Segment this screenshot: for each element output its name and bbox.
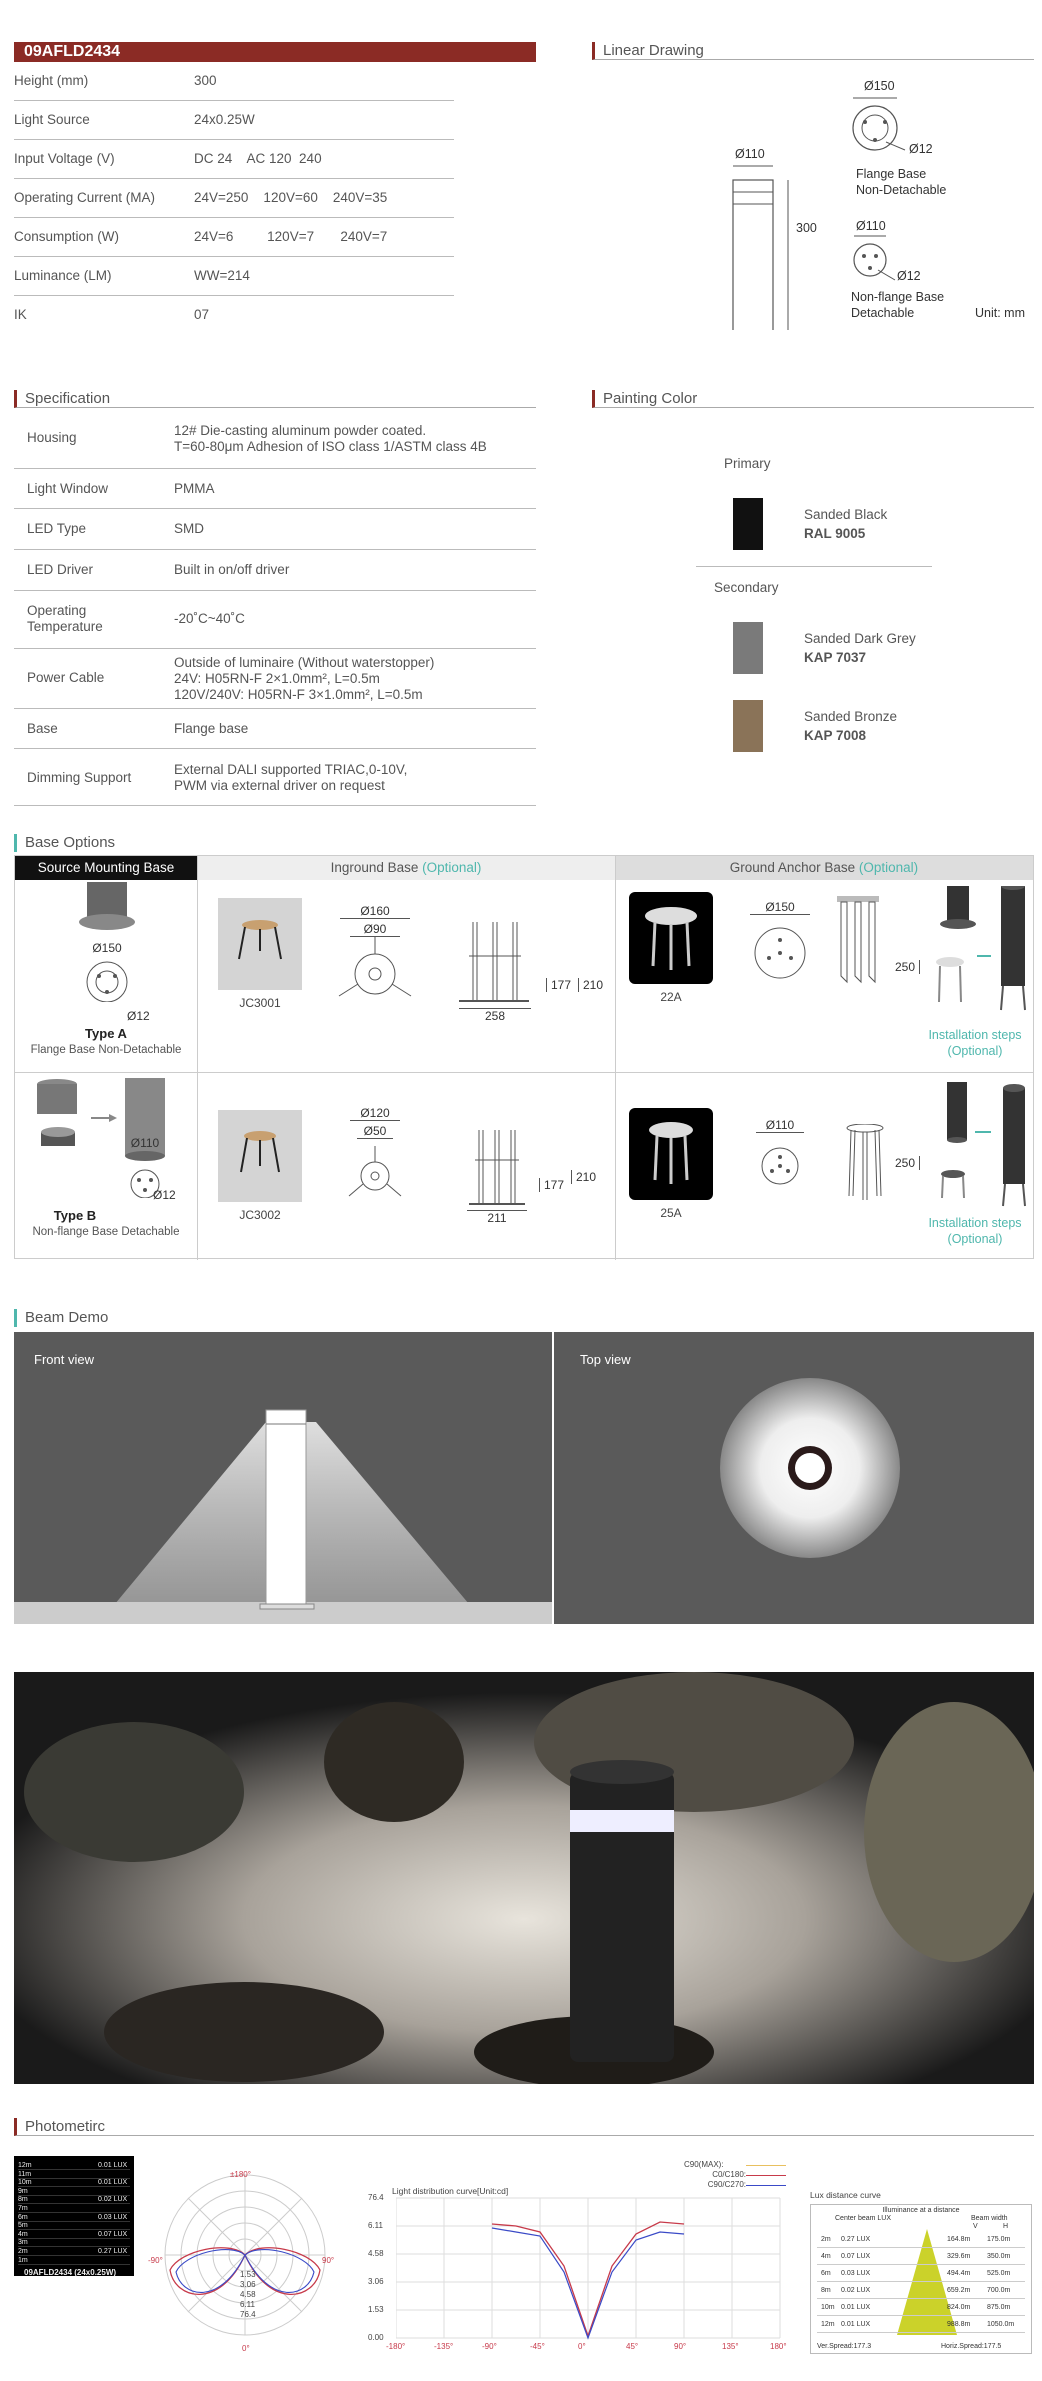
swatch-dark-grey [733, 622, 763, 674]
lux-cell-d: 2m [821, 2236, 831, 2243]
polar-ring-value: 6.11 [240, 2300, 255, 2309]
legend-label: C90(MAX): [684, 2160, 724, 2169]
spec-row-value: PMMA [174, 481, 215, 496]
25a-side-drawing [843, 1124, 887, 1204]
curve-y-tick: 0.00 [368, 2333, 384, 2342]
type-a-d12: Ø12 [127, 1009, 150, 1023]
flange-label-1: Flange Base [856, 167, 927, 181]
legend-label: C90/C270: [707, 2180, 746, 2189]
nonflange-label-1: Non-flange Base [851, 290, 945, 304]
spec-row-label: Temperature [27, 619, 103, 634]
curve-y-tick: 6.11 [368, 2221, 383, 2230]
lux-cell-lux: 0.02 LUX [841, 2287, 871, 2294]
polar-ring-value: 3.06 [240, 2280, 256, 2289]
spec-label: Luminance (LM) [14, 268, 112, 283]
lux-h-head: H [1003, 2223, 1009, 2230]
spec-row-label: Housing [27, 430, 77, 445]
jc3001-h210: 210 [578, 978, 603, 992]
spec-value: 24x0.25W [194, 112, 255, 127]
spec-row-label: LED Type [27, 521, 87, 536]
base-options-title: Base Options [25, 834, 116, 851]
lux-thumb-distance: 8m [18, 2196, 130, 2204]
jc3001-h177: 177 [546, 978, 571, 992]
curve-x-tick: 135° [722, 2342, 739, 2351]
lux-cell-h: 875.0m [987, 2304, 1011, 2311]
curve-x-tick: -90° [482, 2342, 497, 2351]
spec-row-value: Flange base [174, 721, 249, 736]
jc3001-d160: Ø160 [340, 904, 410, 919]
lux-thumb-value: 0.03 LUX [98, 2213, 128, 2221]
install-steps-b-drawing [925, 1082, 1035, 1212]
install-steps-label: Installation steps [928, 1028, 1022, 1042]
lux-thumb-value: 0.01 LUX [98, 2162, 128, 2169]
lux-thumb-value: 0.27 LUX [98, 2248, 128, 2255]
lux-cell-d: 10m [821, 2304, 835, 2311]
lux-cell-lux: 0.07 LUX [841, 2253, 871, 2260]
jc3001-side-drawing [455, 916, 535, 1016]
lux-thumb-value: 0.02 LUX [98, 2196, 128, 2204]
secondary-label: Secondary [714, 580, 779, 595]
spec-row-value: Built in on/off driver [174, 562, 290, 577]
photometric-title: Photometirc [25, 2118, 106, 2135]
dim-d150: Ø150 [864, 79, 895, 93]
spec-label: Input Voltage (V) [14, 151, 115, 166]
jc3001-label: JC3001 [239, 996, 281, 1010]
beam-demo-title: Beam Demo [25, 1309, 109, 1326]
jc3002-h177: 177 [539, 1178, 564, 1192]
legend-c90 [684, 2180, 794, 2190]
spec-row-value: 24V: H05RN-F 2×1.0mm², L=0.5m [174, 671, 380, 686]
painting-title: Painting Color [603, 390, 698, 407]
22a-top-drawing [753, 926, 807, 980]
col-source-mounting-label: Source Mounting Base [37, 860, 175, 875]
lux-cell-v: 824.0m [947, 2304, 971, 2311]
legend-label: C0/C180: [712, 2170, 746, 2179]
curve-x-tick: 90° [674, 2342, 687, 2351]
specification-heading [14, 390, 536, 408]
col-inground [197, 856, 615, 880]
top-view-label: Top view [580, 1352, 631, 1367]
model-title-bar [14, 42, 536, 62]
color-name: Sanded Black [804, 507, 888, 522]
lux-thumb-caption: 09AFLD2434 (24x0.25W) [24, 2268, 117, 2277]
beam-front-view [14, 1332, 552, 1624]
lux-thumb-distance: 7m [18, 2205, 130, 2213]
color-code: KAP 7037 [804, 650, 867, 665]
polar-right-label: 90° [322, 2256, 335, 2265]
lux-thumb-value: 0.07 LUX [98, 2230, 128, 2238]
lux-table-row [817, 2318, 1025, 2333]
dim-d12-flange: Ø12 [909, 142, 933, 156]
lux-cell-d: 8m [821, 2287, 831, 2294]
spec-label: Operating Current (MA) [14, 190, 156, 205]
type-b-desc: Non-flange Base Detachable [32, 1226, 180, 1238]
lux-cell-h: 350.0m [987, 2253, 1011, 2260]
spec-row-value: SMD [174, 521, 204, 536]
spec-label: Consumption (W) [14, 229, 120, 244]
lux-thumb-distance: 2m [18, 2248, 130, 2256]
curve-title: Light distribution curve[Unit:cd] [392, 2186, 509, 2196]
spec-row-value: External DALI supported TRIAC,0-10V, [174, 762, 408, 777]
25a-label: 25A [660, 1206, 682, 1220]
lux-table-row [817, 2301, 1025, 2316]
install-steps-a-drawing [925, 886, 1035, 1026]
curve-x-tick: -180° [386, 2342, 406, 2351]
22a-d150: Ø150 [750, 900, 810, 915]
lux-thumbnail [14, 2156, 134, 2276]
spec-row-value: PWM via external driver on request [174, 778, 385, 793]
photometric-heading [14, 2118, 1034, 2136]
linear-drawing-heading [592, 42, 1034, 60]
lux-cell-v: 329.6m [947, 2253, 971, 2260]
unit-label: Unit: mm [975, 306, 1025, 320]
lux-thumb-distance: 4m [18, 2231, 130, 2239]
polar-top-label: ±180° [230, 2170, 251, 2179]
flange-label-2: Non-Detachable [856, 183, 947, 197]
spec-value: 07 [194, 307, 210, 322]
curve-y-tick: 4.58 [368, 2249, 384, 2258]
ver-spread: Ver.Spread:177.3 [817, 2343, 872, 2350]
curve-x-tick: -135° [434, 2342, 454, 2351]
lux-col2: Beam width [971, 2215, 1008, 2222]
jc3001-photo-icon [233, 911, 287, 981]
lux-thumb-value: 0.01 LUX [98, 2179, 128, 2187]
product-photo-scene [14, 1672, 1034, 2084]
base-options-heading [14, 834, 1034, 852]
jc3002-h210: 210 [571, 1170, 596, 1184]
spec-label: Light Source [14, 112, 90, 127]
jc3002-d50: Ø50 [357, 1124, 393, 1139]
lux-table-row [817, 2267, 1025, 2282]
jc3001-d90: Ø90 [350, 922, 400, 937]
front-view-label: Front view [34, 1352, 94, 1367]
lux-v-head: V [973, 2223, 978, 2230]
lux-cell-d: 6m [821, 2270, 831, 2277]
lux-cell-h: 1050.0m [987, 2321, 1015, 2328]
specification-title: Specification [25, 390, 111, 407]
curve-x-tick: -45° [530, 2342, 545, 2351]
dim-d110: Ø110 [735, 147, 765, 161]
spec-label: IK [14, 307, 27, 322]
legend-c90-max [684, 2160, 794, 2170]
lux-cell-d: 12m [821, 2321, 835, 2328]
spec-value: 300 [194, 73, 217, 88]
front-view-drawing [14, 1332, 552, 1624]
polar-ring-value: 4.58 [240, 2290, 256, 2299]
curve-y-tick: 1.53 [368, 2305, 384, 2314]
type-b-label: Type B [53, 1208, 97, 1223]
jc3002-top-drawing [345, 1140, 405, 1210]
optional-label: (Optional) [422, 860, 482, 875]
spec-row-label: LED Driver [27, 562, 94, 577]
polar-ring-value: 1.53 [240, 2270, 256, 2279]
curve-x-tick: 0° [578, 2342, 586, 2351]
curve-legend [684, 2160, 794, 2190]
curve-y-tick: 3.06 [368, 2277, 384, 2286]
swatch-black [733, 498, 763, 550]
hor-spread: Horiz.Spread:177.5 [941, 2343, 1002, 2350]
spec-row-value: -20˚C~40˚C [174, 611, 245, 626]
spec-row-label: Dimming Support [27, 770, 132, 785]
spec-row-value: Outside of luminaire (Without waterstopper) [174, 655, 435, 670]
nonflange-label-2: Detachable [851, 306, 915, 320]
spec-value: WW=214 [194, 268, 250, 283]
22a-h250: 250 [895, 960, 920, 974]
25a-h250: 250 [895, 1156, 920, 1170]
spec-row-label: Power Cable [27, 670, 105, 685]
jc3002-side-drawing [465, 1124, 529, 1214]
jc3002-label: JC3002 [239, 1208, 281, 1222]
type-a-d150: Ø150 [92, 941, 122, 955]
dim-d12-nonflange: Ø12 [897, 269, 921, 283]
primary-label: Primary [724, 456, 771, 471]
25a-d110: Ø110 [756, 1118, 804, 1133]
lux-cell-v: 988.8m [947, 2321, 971, 2328]
22a-photo-icon [641, 904, 701, 974]
lux-cell-h: 175.0m [987, 2236, 1011, 2243]
beam-top-view [554, 1332, 1034, 1624]
spec-value: DC 24 AC 120 240 [194, 151, 322, 166]
lux-table-row [817, 2250, 1025, 2265]
spec-row-value: 120V/240V: H05RN-F 3×1.0mm², L=0.5m [174, 687, 423, 702]
spec-row-label: Light Window [27, 481, 109, 496]
install-steps-optional: (Optional) [947, 1044, 1003, 1058]
color-code: RAL 9005 [804, 526, 866, 541]
spec-value: 24V=6 120V=7 240V=7 [194, 229, 388, 244]
lux-table [810, 2204, 1032, 2354]
color-name: Sanded Dark Grey [804, 631, 916, 646]
jc3001-w258: 258 [459, 1008, 531, 1023]
swatch-bronze [733, 700, 763, 752]
lux-table-row [817, 2284, 1025, 2299]
type-a-desc: Flange Base Non-Detachable [30, 1044, 182, 1056]
dim-d110-nonflange: Ø110 [856, 219, 886, 233]
dim-h300: 300 [796, 221, 817, 235]
lux-thumb-distance: 1m [18, 2257, 130, 2265]
lux-thumb-distance: 11m [18, 2171, 130, 2179]
polar-ring-value: 76.4 [240, 2310, 256, 2319]
lux-cell-d: 4m [821, 2253, 831, 2260]
25a-photo-icon [641, 1118, 701, 1188]
lux-thumb-distance: 10m [18, 2179, 130, 2187]
model-title: 09AFLD2434 [24, 43, 121, 60]
25a-top-drawing [760, 1146, 800, 1186]
lux-cell-lux: 0.01 LUX [841, 2304, 871, 2311]
optional-label: (Optional) [858, 860, 919, 875]
spec-value: 24V=250 120V=60 240V=35 [194, 190, 388, 205]
distribution-curve-chart [396, 2196, 786, 2360]
spec-row-value: 12# Die-casting aluminum powder coated. [174, 423, 427, 438]
lux-title: Lux distance curve [810, 2190, 881, 2200]
lux-cell-h: 700.0m [987, 2287, 1011, 2294]
type-a-label: Type A [85, 1026, 127, 1041]
polar-left-label: -90° [148, 2256, 163, 2265]
color-code: KAP 7008 [804, 728, 867, 743]
spec-row-value: T=60-80μm Adhesion of ISO class 1/ASTM class 4B [174, 439, 487, 454]
lux-cell-v: 164.8m [947, 2236, 971, 2243]
install-steps-optional: (Optional) [947, 1232, 1003, 1246]
product-photo [14, 1672, 1034, 2084]
lux-cell-lux: 0.03 LUX [841, 2270, 871, 2277]
lux-thumb-distance: 6m [18, 2214, 130, 2222]
lux-thumb-distance: 3m [18, 2239, 130, 2247]
col-ground-anchor-label: Ground Anchor Base [729, 860, 856, 875]
col-ground-anchor [615, 856, 1033, 880]
jc3002-photo-icon [233, 1122, 287, 1192]
type-b-d12: Ø12 [153, 1188, 176, 1202]
lux-col1: Center beam LUX [835, 2215, 892, 2222]
lux-cell-v: 494.4m [947, 2270, 971, 2277]
lux-thumb-distance: 5m [18, 2222, 130, 2230]
beam-demo-heading [14, 1309, 1034, 1327]
lux-cell-h: 525.0m [987, 2270, 1011, 2277]
install-steps-label: Installation steps [928, 1216, 1022, 1230]
curve-y-tick: 76.4 [368, 2193, 384, 2202]
polar-chart [150, 2160, 340, 2350]
polar-bottom-label: 0° [242, 2344, 250, 2353]
spec-row-label: Operating [27, 603, 87, 618]
linear-drawing-title: Linear Drawing [603, 42, 704, 59]
spec-row-label: Base [27, 721, 58, 736]
legend-c0 [684, 2170, 794, 2180]
lux-table-head: Illuminance at a distance [882, 2207, 960, 2214]
color-name: Sanded Bronze [804, 709, 898, 724]
lux-cell-lux: 0.27 LUX [841, 2236, 871, 2243]
jc3002-w211: 211 [467, 1210, 527, 1225]
base-options-table [14, 855, 1034, 1259]
type-b-d110: Ø110 [130, 1136, 160, 1150]
curve-x-tick: 180° [770, 2342, 787, 2351]
curve-x-tick: 45° [626, 2342, 639, 2351]
22a-label: 22A [660, 990, 682, 1004]
col-inground-label: Inground Base [330, 860, 419, 875]
spec-label: Height (mm) [14, 73, 89, 88]
painting-heading [592, 390, 1034, 408]
22a-side-drawing [833, 896, 883, 986]
jc3002-d120: Ø120 [350, 1106, 400, 1121]
lux-table-row [817, 2233, 1025, 2248]
lux-cell-v: 659.2m [947, 2287, 971, 2294]
lux-thumb-distance: 12m [18, 2162, 130, 2170]
lux-thumb-distance: 9m [18, 2188, 130, 2196]
top-view-drawing [554, 1332, 1034, 1624]
col-source-mounting [15, 856, 197, 880]
lux-cell-lux: 0.01 LUX [841, 2321, 871, 2328]
